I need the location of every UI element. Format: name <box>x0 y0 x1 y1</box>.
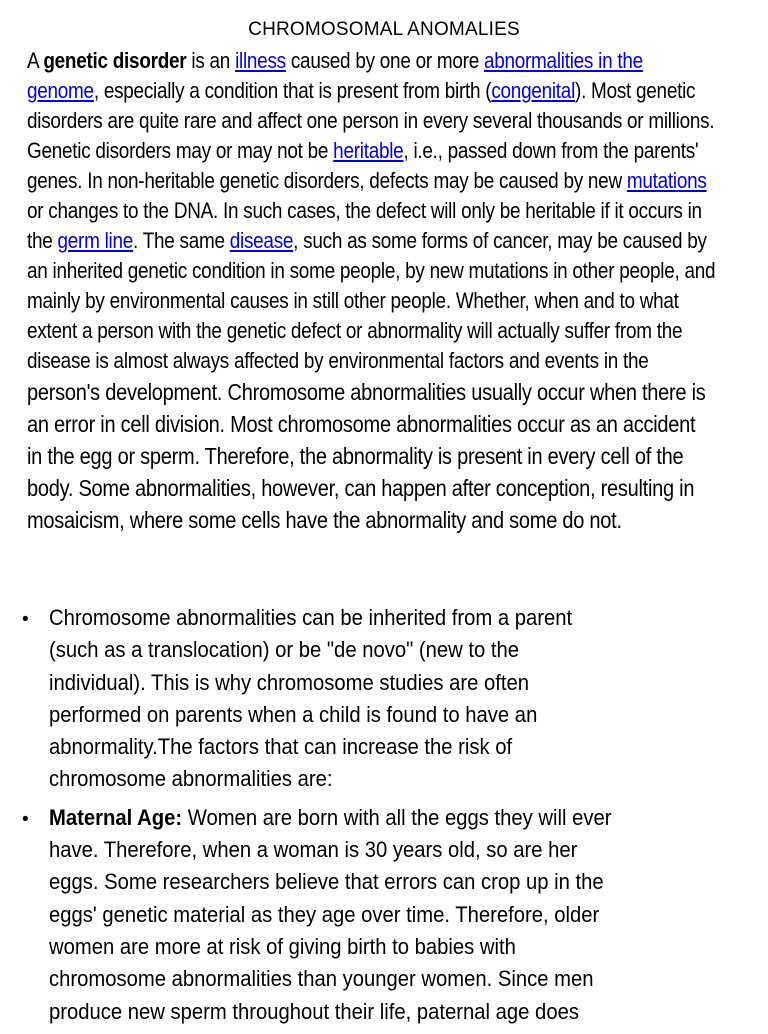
bullet-line: Chromosome abnormalities can be inherited from a parent <box>49 605 573 630</box>
text-run: Genetic disorders may or may not be <box>27 138 334 163</box>
intro-line: mainly by environmental causes in still other people. Whether, when and to what <box>27 288 679 313</box>
bullet-line: abnormality.The factors that can increase the risk of <box>49 734 513 760</box>
text-run: genes. In non-heritable genetic disorders, defects may be caused by new <box>27 168 627 193</box>
bullet-line: produce new sperm throughout their life, paternal age does <box>49 998 579 1024</box>
bullet-line: individual). This is why chromosome studies are often <box>49 669 529 695</box>
document-title: CHROMOSOMAL ANOMALIES <box>248 19 520 40</box>
bullet-line: (such as a translocation) or be "de novo" (new to the <box>49 637 520 663</box>
bullet-line <box>49 802 687 834</box>
link-disease[interactable]: disease <box>229 228 294 253</box>
intro-line: body. Some abnormalities, however, can happen after conception, resulting in <box>27 475 695 501</box>
intro-line: extent a person with the genetic defect or abnormality will actually suffer from the <box>27 318 683 343</box>
bullet-line: women are more at risk of giving birth to babies with <box>49 933 516 959</box>
text-run: caused by one or more <box>285 48 484 73</box>
intro-line: or changes to the DNA. In such cases, the defect will only be heritable if it occurs in <box>27 198 702 223</box>
intro-line: disorders are quite rare and affect one person in every several thousands or millions. <box>27 108 715 133</box>
text-run: the <box>27 228 58 253</box>
bullet-line: performed on parents when a child is found to have an <box>49 701 538 727</box>
intro-line: mosaicism, where some cells have the abnormality and some do not. <box>27 507 622 533</box>
intro-line: in the egg or sperm. Therefore, the abnormality is present in every cell of the <box>27 443 684 469</box>
text-run: is an <box>186 48 236 73</box>
intro-line <box>27 76 696 106</box>
term-genetic-disorder: genetic disorder <box>43 48 187 73</box>
intro-line: disease is almost always affected by environmental factors and events in the <box>27 348 649 373</box>
bullet-icon: • <box>22 808 29 830</box>
link-genome[interactable]: genome <box>27 78 94 103</box>
intro-paragraph <box>27 46 737 536</box>
intro-line: an inherited genetic condition in some people, by new mutations in other people, and <box>27 258 716 283</box>
text-run: , especially a condition that is present from birth ( <box>93 78 492 103</box>
bullet-inheritance <box>22 602 742 796</box>
bullet-line: eggs' genetic material as they age over time. Therefore, older <box>49 901 600 927</box>
link-congenital[interactable]: congenital <box>491 78 576 103</box>
bullet-heading: Maternal Age: <box>49 804 183 830</box>
link-germ-line[interactable]: germ line <box>57 228 134 253</box>
link-genome-abnormalities[interactable]: abnormalities in the <box>483 48 643 73</box>
bullet-list <box>22 602 742 1034</box>
intro-line: person's development. Chromosome abnormalities usually occur when there is <box>27 379 706 405</box>
bullet-maternal-age <box>22 802 742 1028</box>
intro-line: an error in cell division. Most chromosome abnormalities occur as an accident <box>27 411 696 437</box>
bullet-line: chromosome abnormalities than younger women. Since men <box>49 966 594 992</box>
bullet-line: have. Therefore, when a woman is 30 years old, so are her <box>49 837 578 863</box>
text-run: . The same <box>133 228 230 253</box>
bullet-line: eggs. Some researchers believe that errors can crop up in the <box>49 869 604 895</box>
intro-line <box>27 46 643 76</box>
intro-line <box>27 226 707 256</box>
text-run: ). Most genetic <box>575 78 696 103</box>
link-mutations[interactable]: mutations <box>626 168 707 193</box>
intro-line <box>27 166 707 196</box>
link-illness[interactable]: illness <box>235 48 286 73</box>
text-run: , i.e., passed down from the parents' <box>403 138 699 163</box>
text-run: A <box>27 48 44 73</box>
text-run: , such as some forms of cancer, may be caused by <box>293 228 707 253</box>
link-heritable[interactable]: heritable <box>333 138 404 163</box>
bullet-line: chromosome abnormalities are: <box>49 766 333 792</box>
bullet-icon: • <box>22 609 29 630</box>
text-run: Women are born with all the eggs they will ever <box>182 804 612 830</box>
intro-line <box>27 136 699 166</box>
